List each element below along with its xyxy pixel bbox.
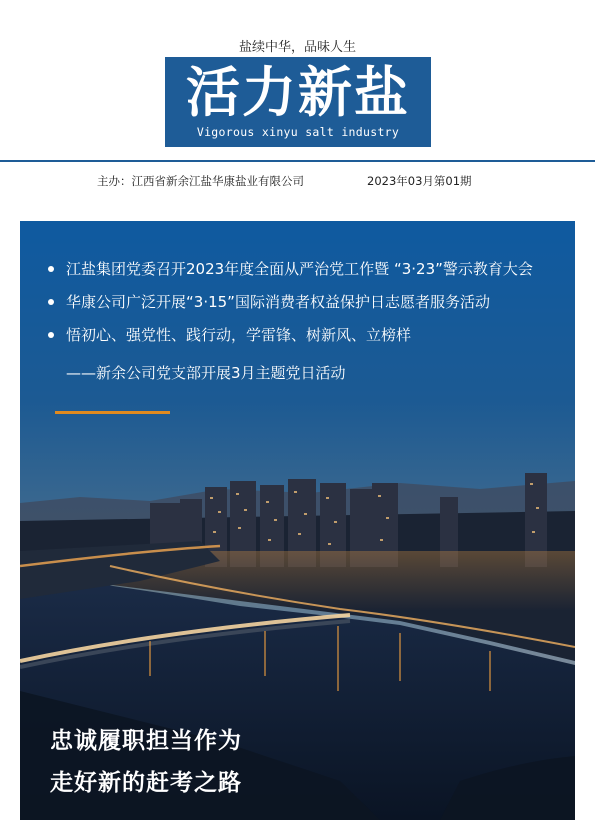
headline-text: 华康公司广泛开展“3·15”国际消费者权益保护日志愿者服务活动 xyxy=(66,293,490,311)
masthead xyxy=(165,57,431,147)
headline-item[interactable] xyxy=(46,259,533,279)
bullet-icon xyxy=(48,299,54,305)
bullet-icon xyxy=(48,266,54,272)
slogan: 盐续中华，品味人生 xyxy=(238,40,356,55)
headline-item[interactable] xyxy=(46,292,533,312)
masthead-subtitle: Vigorous xinyu salt industry xyxy=(196,125,400,139)
headline-text: 悟初心、强党性、践行动，学雷锋、树新风、立榜样 xyxy=(66,326,412,344)
cover-title-line2: 走好新的赶考之路 xyxy=(50,770,242,796)
headline-text: 江盐集团党委召开2023年度全面从严治党工作暨 “3·23”警示教育大会 xyxy=(66,260,533,278)
headline-subline: ——新余公司党支部开展3月主题党日活动 xyxy=(66,364,346,382)
headline-list xyxy=(46,259,533,358)
cover-image xyxy=(20,221,575,820)
headline-item[interactable] xyxy=(46,325,533,345)
publisher-line: 主办：江西省新余江盐华康盐业有限公司 xyxy=(97,174,304,188)
bullet-icon xyxy=(48,332,54,338)
accent-divider xyxy=(55,411,170,414)
header-divider xyxy=(0,160,595,162)
cover-title-line1: 忠诚履职担当作为 xyxy=(50,728,242,754)
issue-date: 2023年03月第01期 xyxy=(367,174,472,188)
masthead-title: 活力新盐 xyxy=(186,61,410,124)
